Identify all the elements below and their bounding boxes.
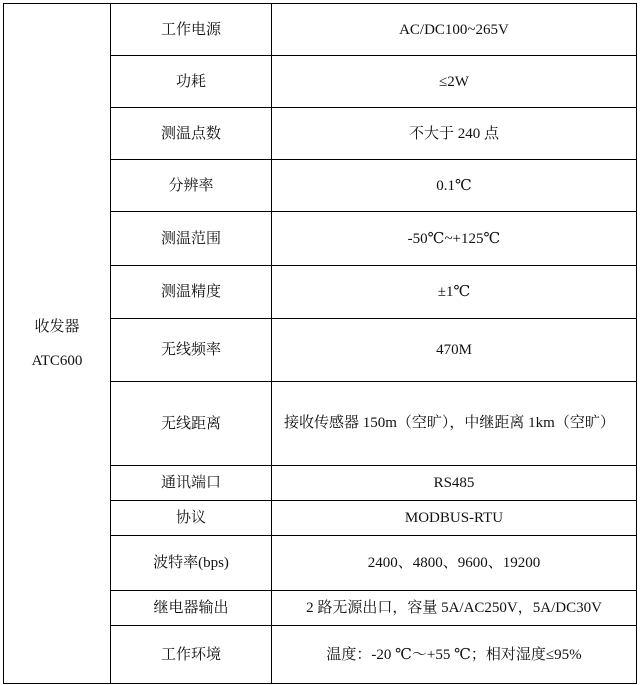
spec-table bbox=[3, 3, 637, 684]
value-cell: 温度：-20 ℃～+55 ℃；相对湿度≤95% bbox=[272, 626, 637, 684]
value-cell: 2 路无源出口，容量 5A/AC250V，5A/DC30V bbox=[272, 591, 637, 626]
value-cell: 470M bbox=[272, 319, 637, 382]
device-model: ATC600 bbox=[31, 352, 83, 369]
value-cell: 2400、4800、9600、19200 bbox=[272, 536, 637, 591]
param-cell: 功耗 bbox=[111, 56, 272, 108]
value-cell: -50℃~+125℃ bbox=[272, 212, 637, 266]
param-cell: 分辨率 bbox=[111, 160, 272, 212]
param-cell: 无线频率 bbox=[111, 319, 272, 382]
param-cell: 波特率(bps) bbox=[111, 536, 272, 591]
value-cell: 0.1℃ bbox=[272, 160, 637, 212]
param-cell: 协议 bbox=[111, 501, 272, 536]
param-cell: 测温精度 bbox=[111, 266, 272, 319]
param-cell: 工作环境 bbox=[111, 626, 272, 684]
param-cell: 通讯端口 bbox=[111, 466, 272, 501]
param-cell: 测温范围 bbox=[111, 212, 272, 266]
value-cell: ≤2W bbox=[272, 56, 637, 108]
device-name: 收发器 bbox=[34, 318, 80, 335]
device-cell bbox=[4, 4, 111, 684]
value-cell: AC/DC100~265V bbox=[272, 4, 637, 56]
param-cell: 测温点数 bbox=[111, 108, 272, 160]
param-cell: 继电器输出 bbox=[111, 591, 272, 626]
value-cell: 不大于 240 点 bbox=[272, 108, 637, 160]
param-cell: 无线距离 bbox=[111, 382, 272, 466]
value-cell: RS485 bbox=[272, 466, 637, 501]
param-cell: 工作电源 bbox=[111, 4, 272, 56]
value-cell: ±1℃ bbox=[272, 266, 637, 319]
table-row bbox=[4, 4, 637, 56]
value-cell: 接收传感器 150m（空旷），中继距离 1km（空旷） bbox=[272, 382, 637, 466]
value-cell: MODBUS-RTU bbox=[272, 501, 637, 536]
